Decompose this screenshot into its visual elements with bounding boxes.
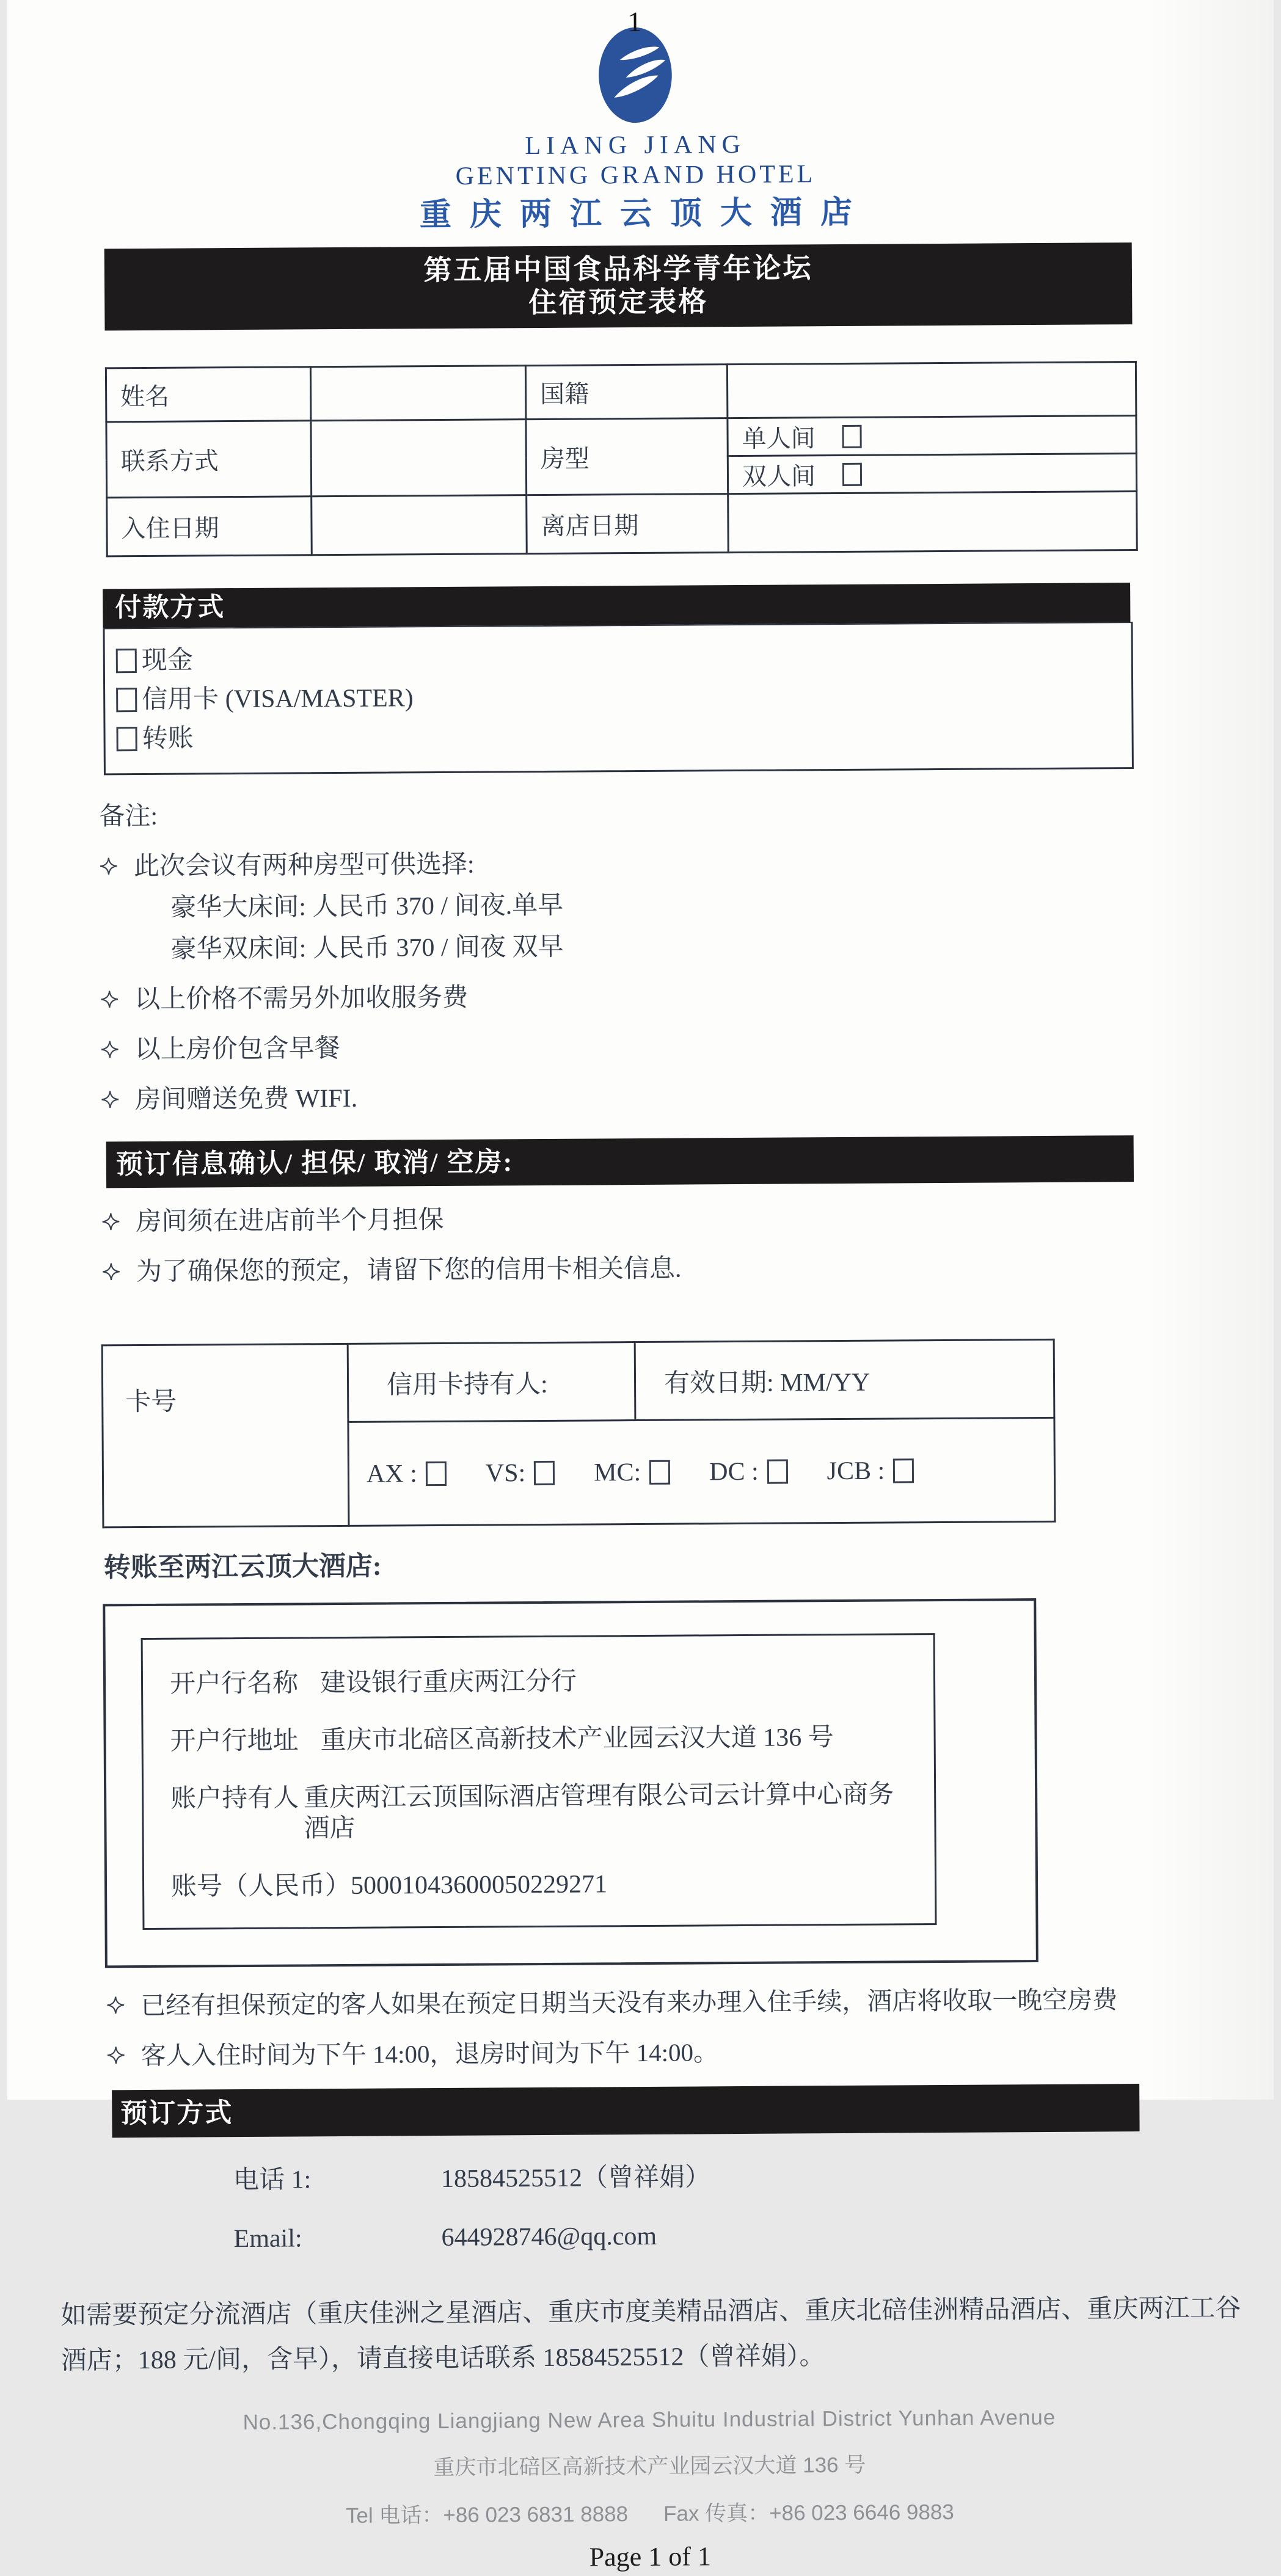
email-value: 644928746@qq.com	[441, 2222, 657, 2252]
account-number-label: 账号（人民币）	[170, 1871, 351, 1901]
checkout-input-cell[interactable]	[728, 492, 1137, 553]
email-label: Email:	[233, 2224, 302, 2254]
footer-tel: Tel 电话：+86 023 6831 8888	[345, 2502, 629, 2528]
diamond-bullet-icon	[106, 1993, 125, 2017]
document-header	[1, 0, 1269, 237]
bank-info-inner-box	[141, 1633, 937, 1930]
hotel-name-en-line1: LIANG JIANG	[525, 130, 746, 161]
booking-method-section-header: 预订方式	[112, 2084, 1139, 2138]
booking-info-text: 为了确保您的预定，请留下您的信用卡相关信息.	[136, 1254, 682, 1287]
phone-value: 18584525512（曾祥娟）	[440, 2163, 711, 2194]
diamond-bullet-icon	[101, 1038, 119, 1061]
mc-label: MC:	[594, 1458, 641, 1486]
credit-card-label: 信用卡 (VISA/MASTER)	[142, 684, 414, 714]
forum-title: 第五届中国食品科学青年论坛	[423, 252, 813, 286]
diamond-bullet-icon	[102, 1260, 120, 1283]
transfer-checkbox[interactable]	[116, 727, 137, 751]
cash-label: 现金	[141, 646, 193, 675]
vs-label: VS:	[485, 1458, 526, 1488]
bank-address-line	[170, 1722, 915, 1756]
remarks-title: 备注:	[99, 802, 158, 831]
email-contact-row	[233, 2218, 1281, 2254]
table-row	[102, 1339, 1054, 1424]
phone-label: 电话 1:	[233, 2166, 312, 2195]
guest-info-table	[105, 361, 1138, 557]
credit-card-table	[101, 1339, 1056, 1529]
policy-text: 已经有担保预定的客人如果在预定日期当天没有来办理入住手续，酒店将收取一晚空房费	[141, 1985, 1118, 2020]
transfer-label: 转账	[142, 724, 194, 753]
card-brand-mc	[594, 1457, 670, 1487]
checkout-label: 离店日期	[527, 494, 729, 554]
form-title-banner	[104, 242, 1133, 330]
remark-text: 以上房价包含早餐	[134, 1035, 340, 1064]
cash-checkbox[interactable]	[116, 649, 137, 673]
name-input-cell[interactable]	[310, 366, 526, 421]
account-number-line	[171, 1867, 916, 1902]
single-room-checkbox[interactable]	[842, 424, 861, 448]
checkin-label: 入住日期	[107, 497, 312, 556]
double-room-label: 双人间	[742, 462, 816, 490]
payment-option-transfer	[116, 716, 1131, 756]
room-price-line: 豪华双床间: 人民币 370 / 间夜 双早	[170, 933, 564, 964]
contact-input-cell[interactable]	[311, 420, 527, 497]
account-holder-label: 账户持有人	[170, 1784, 299, 1813]
hotel-logo	[595, 26, 675, 125]
checkin-input-cell[interactable]	[312, 495, 527, 555]
footer-fax: Fax 传真：+86 023 6646 9883	[663, 2500, 954, 2526]
card-number-label[interactable]: 卡号	[102, 1344, 349, 1527]
bank-info-outer-box	[103, 1598, 1038, 1968]
card-expiry-field[interactable]: 有效日期: MM/YY	[635, 1339, 1054, 1420]
booking-info-item	[101, 1199, 1275, 1239]
name-label: 姓名	[106, 367, 311, 422]
card-holder-field[interactable]: 信用卡持有人:	[348, 1342, 635, 1422]
payment-option-cash	[116, 638, 1131, 678]
diamond-bullet-icon	[100, 988, 119, 1011]
remark-item	[101, 1027, 1274, 1066]
card-brand-options	[367, 1455, 1054, 1488]
jcb-label: JCB :	[827, 1457, 885, 1485]
remark-item	[101, 1077, 1274, 1116]
dc-label: DC :	[709, 1457, 759, 1486]
policy-item	[107, 2033, 1280, 2072]
page-number-mark: 1	[627, 5, 642, 38]
double-room-checkbox[interactable]	[842, 462, 862, 486]
table-row	[107, 492, 1137, 556]
form-subtitle: 住宿预定表格	[528, 286, 709, 319]
ax-checkbox[interactable]	[426, 1461, 447, 1485]
table-row	[106, 362, 1136, 422]
diamond-bullet-icon	[101, 1210, 120, 1233]
card-brand-ax	[367, 1458, 447, 1488]
bank-name-value: 建设银行重庆两江分行	[319, 1667, 577, 1698]
card-brand-vs	[486, 1458, 555, 1488]
payment-section-header: 付款方式	[103, 583, 1130, 628]
jcb-checkbox[interactable]	[893, 1458, 914, 1483]
remark-item	[100, 844, 1273, 883]
diamond-bullet-icon	[107, 2043, 125, 2067]
booking-info-text: 房间须在进店前半个月担保	[136, 1206, 444, 1237]
remark-item	[100, 977, 1274, 1016]
card-brand-dc	[709, 1457, 788, 1486]
nationality-input-cell[interactable]	[727, 362, 1136, 418]
vs-checkbox[interactable]	[534, 1460, 555, 1485]
table-row	[106, 416, 1136, 460]
room-type-label: 房型	[526, 418, 728, 495]
bank-name-label: 开户行名称	[169, 1669, 299, 1698]
scanned-booking-form	[7, 0, 1274, 2572]
footer-page-number: Page 1 of 1	[589, 2541, 712, 2572]
phone-contact-row	[233, 2159, 1281, 2196]
overflow-hotels-note: 如需要预定分流酒店（重庆佳洲之星酒店、重庆市度美精品酒店、重庆北碚佳洲精品酒店、重庆两江工谷酒店；188 元/间，含早），请直接电话联系 18584525512（曾祥娟）。	[60, 2294, 1241, 2375]
footer-address-en: No.136,Chongqing Liangjiang New Area Shuitu Industrial District Yunhan Avenue	[243, 2405, 1056, 2435]
mc-checkbox[interactable]	[649, 1460, 670, 1484]
dc-checkbox[interactable]	[767, 1459, 788, 1483]
remark-text: 此次会议有两种房型可供选择:	[133, 850, 475, 881]
nationality-label: 国籍	[525, 365, 728, 420]
footer-tel-fax	[16, 2494, 1281, 2532]
card-brand-jcb	[827, 1456, 914, 1486]
booking-info-item	[102, 1250, 1276, 1289]
diamond-bullet-icon	[100, 854, 118, 878]
room-price-line: 豪华大床间: 人民币 370 / 间夜.单早	[170, 891, 564, 922]
remark-text: 以上价格不需另外加收服务费	[134, 983, 469, 1014]
document-footer	[16, 2404, 1281, 2576]
contact-label: 联系方式	[106, 421, 312, 498]
booking-info-section-header: 预订信息确认/ 担保/ 取消/ 空房:	[106, 1135, 1134, 1188]
account-holder-value: 重庆两江云顶国际酒店管理有限公司云计算中心商务酒店	[304, 1780, 894, 1843]
remark-text: 房间赠送免费 WIFI.	[135, 1084, 358, 1115]
bank-address-label: 开户行地址	[170, 1726, 299, 1756]
policy-item	[106, 1983, 1280, 2022]
payment-option-credit-card	[116, 677, 1131, 717]
hotel-name-cn: 重庆两江云顶大酒店	[419, 195, 871, 233]
footer-address-cn: 重庆市北碚区高新技术产业园云汉大道 136 号	[433, 2453, 866, 2480]
payment-options-box	[103, 622, 1133, 775]
credit-card-checkbox[interactable]	[116, 688, 137, 712]
bank-address-value: 重庆市北碚区高新技术产业园云汉大道 136 号	[320, 1723, 834, 1755]
hotel-name-en-line2: GENTING GRAND HOTEL	[455, 160, 816, 191]
account-holder-line	[170, 1779, 916, 1844]
account-number-value: 50001043600050229271	[350, 1870, 608, 1900]
single-room-label: 单人间	[742, 424, 816, 453]
transfer-heading: 转账至两江云顶大酒店:	[103, 1551, 382, 1583]
ax-label: AX :	[366, 1459, 417, 1488]
diamond-bullet-icon	[101, 1088, 119, 1111]
policy-text: 客人入住时间为下午 14:00，退房时间为下午 14:00。	[141, 2038, 719, 2070]
bank-name-line	[170, 1664, 915, 1699]
